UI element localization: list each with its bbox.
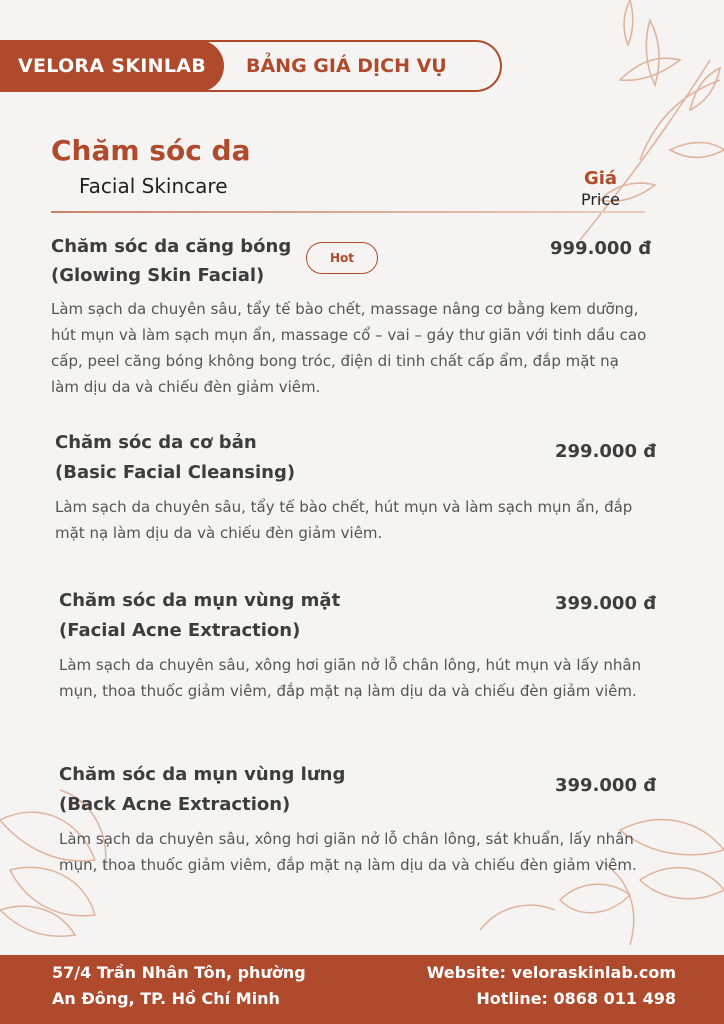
- section-subtitle: Facial Skincare: [79, 174, 228, 198]
- header-title: BẢNG GIÁ DỊCH VỤ: [246, 55, 447, 77]
- floral-branch-icon: [560, 0, 724, 260]
- service-name-vi: Chăm sóc da mụn vùng mặt: [59, 590, 341, 611]
- service-description: Làm sạch da chuyên sâu, tẩy tế bào chết, hút mụn và làm sạch mụn ẩn, đắp mặt nạ làm dịu da và chiếu đèn giảm viêm.: [55, 498, 633, 542]
- service-name-vi: Chăm sóc da mụn vùng lưng: [59, 764, 346, 785]
- service-name-en: (Glowing Skin Facial): [51, 265, 265, 286]
- service-price: 399.000 đ: [555, 775, 657, 796]
- section-title: Chăm sóc da: [51, 134, 251, 167]
- service-name-en: (Facial Acne Extraction): [59, 620, 301, 641]
- brand-label: VELORA SKINLAB: [0, 40, 224, 92]
- price-label-vi: Giá: [583, 168, 618, 189]
- service-price: 399.000 đ: [555, 593, 657, 614]
- service-description: Làm sạch da chuyên sâu, xông hơi giãn nở lỗ chân lông, sát khuẩn, lấy nhân mụn, thoa thuốc giảm viêm, đắp mặt nạ làm dịu da và chiếu đèn giảm viêm.: [59, 830, 637, 874]
- address-line-1: 57/4 Trần Nhân Tôn, phường: [52, 963, 306, 982]
- address-line-2: An Đông, TP. Hồ Chí Minh: [52, 989, 280, 1008]
- service-description: Làm sạch da chuyên sâu, tẩy tế bào chết, massage nâng cơ bằng kem dưỡng, hút mụn và làm sạch mụn ẩn, massage cổ – vai – gáy thư giãn với tinh dầu cao cấp, peel căng bóng không bong tróc, điện di tinh chất cấp ẩm, đắp mặt nạ làm dịu da và chiếu đèn giảm viêm.: [51, 300, 647, 396]
- section-divider: [51, 211, 645, 213]
- service-name-vi: Chăm sóc da căng bóng: [51, 236, 292, 257]
- price-label-en: Price: [580, 190, 620, 209]
- service-description: Làm sạch da chuyên sâu, xông hơi giãn nở lỗ chân lông, hút mụn và lấy nhân mụn, thoa thuốc giảm viêm, đắp mặt nạ làm dịu da và chiếu đèn giảm viêm.: [59, 656, 642, 700]
- service-name-en: (Back Acne Extraction): [59, 794, 291, 815]
- website-link[interactable]: Website: veloraskinlab.com: [426, 963, 676, 982]
- hotline-number[interactable]: Hotline: 0868 011 498: [476, 989, 676, 1008]
- service-price: 299.000 đ: [555, 441, 657, 462]
- service-price: 999.000 đ: [550, 238, 652, 259]
- footer-bar: [0, 955, 724, 1024]
- service-name-vi: Chăm sóc da cơ bản: [55, 432, 257, 453]
- service-name-en: (Basic Facial Cleansing): [55, 462, 296, 483]
- hot-badge: Hot: [306, 242, 378, 274]
- price-column-header: [581, 168, 620, 210]
